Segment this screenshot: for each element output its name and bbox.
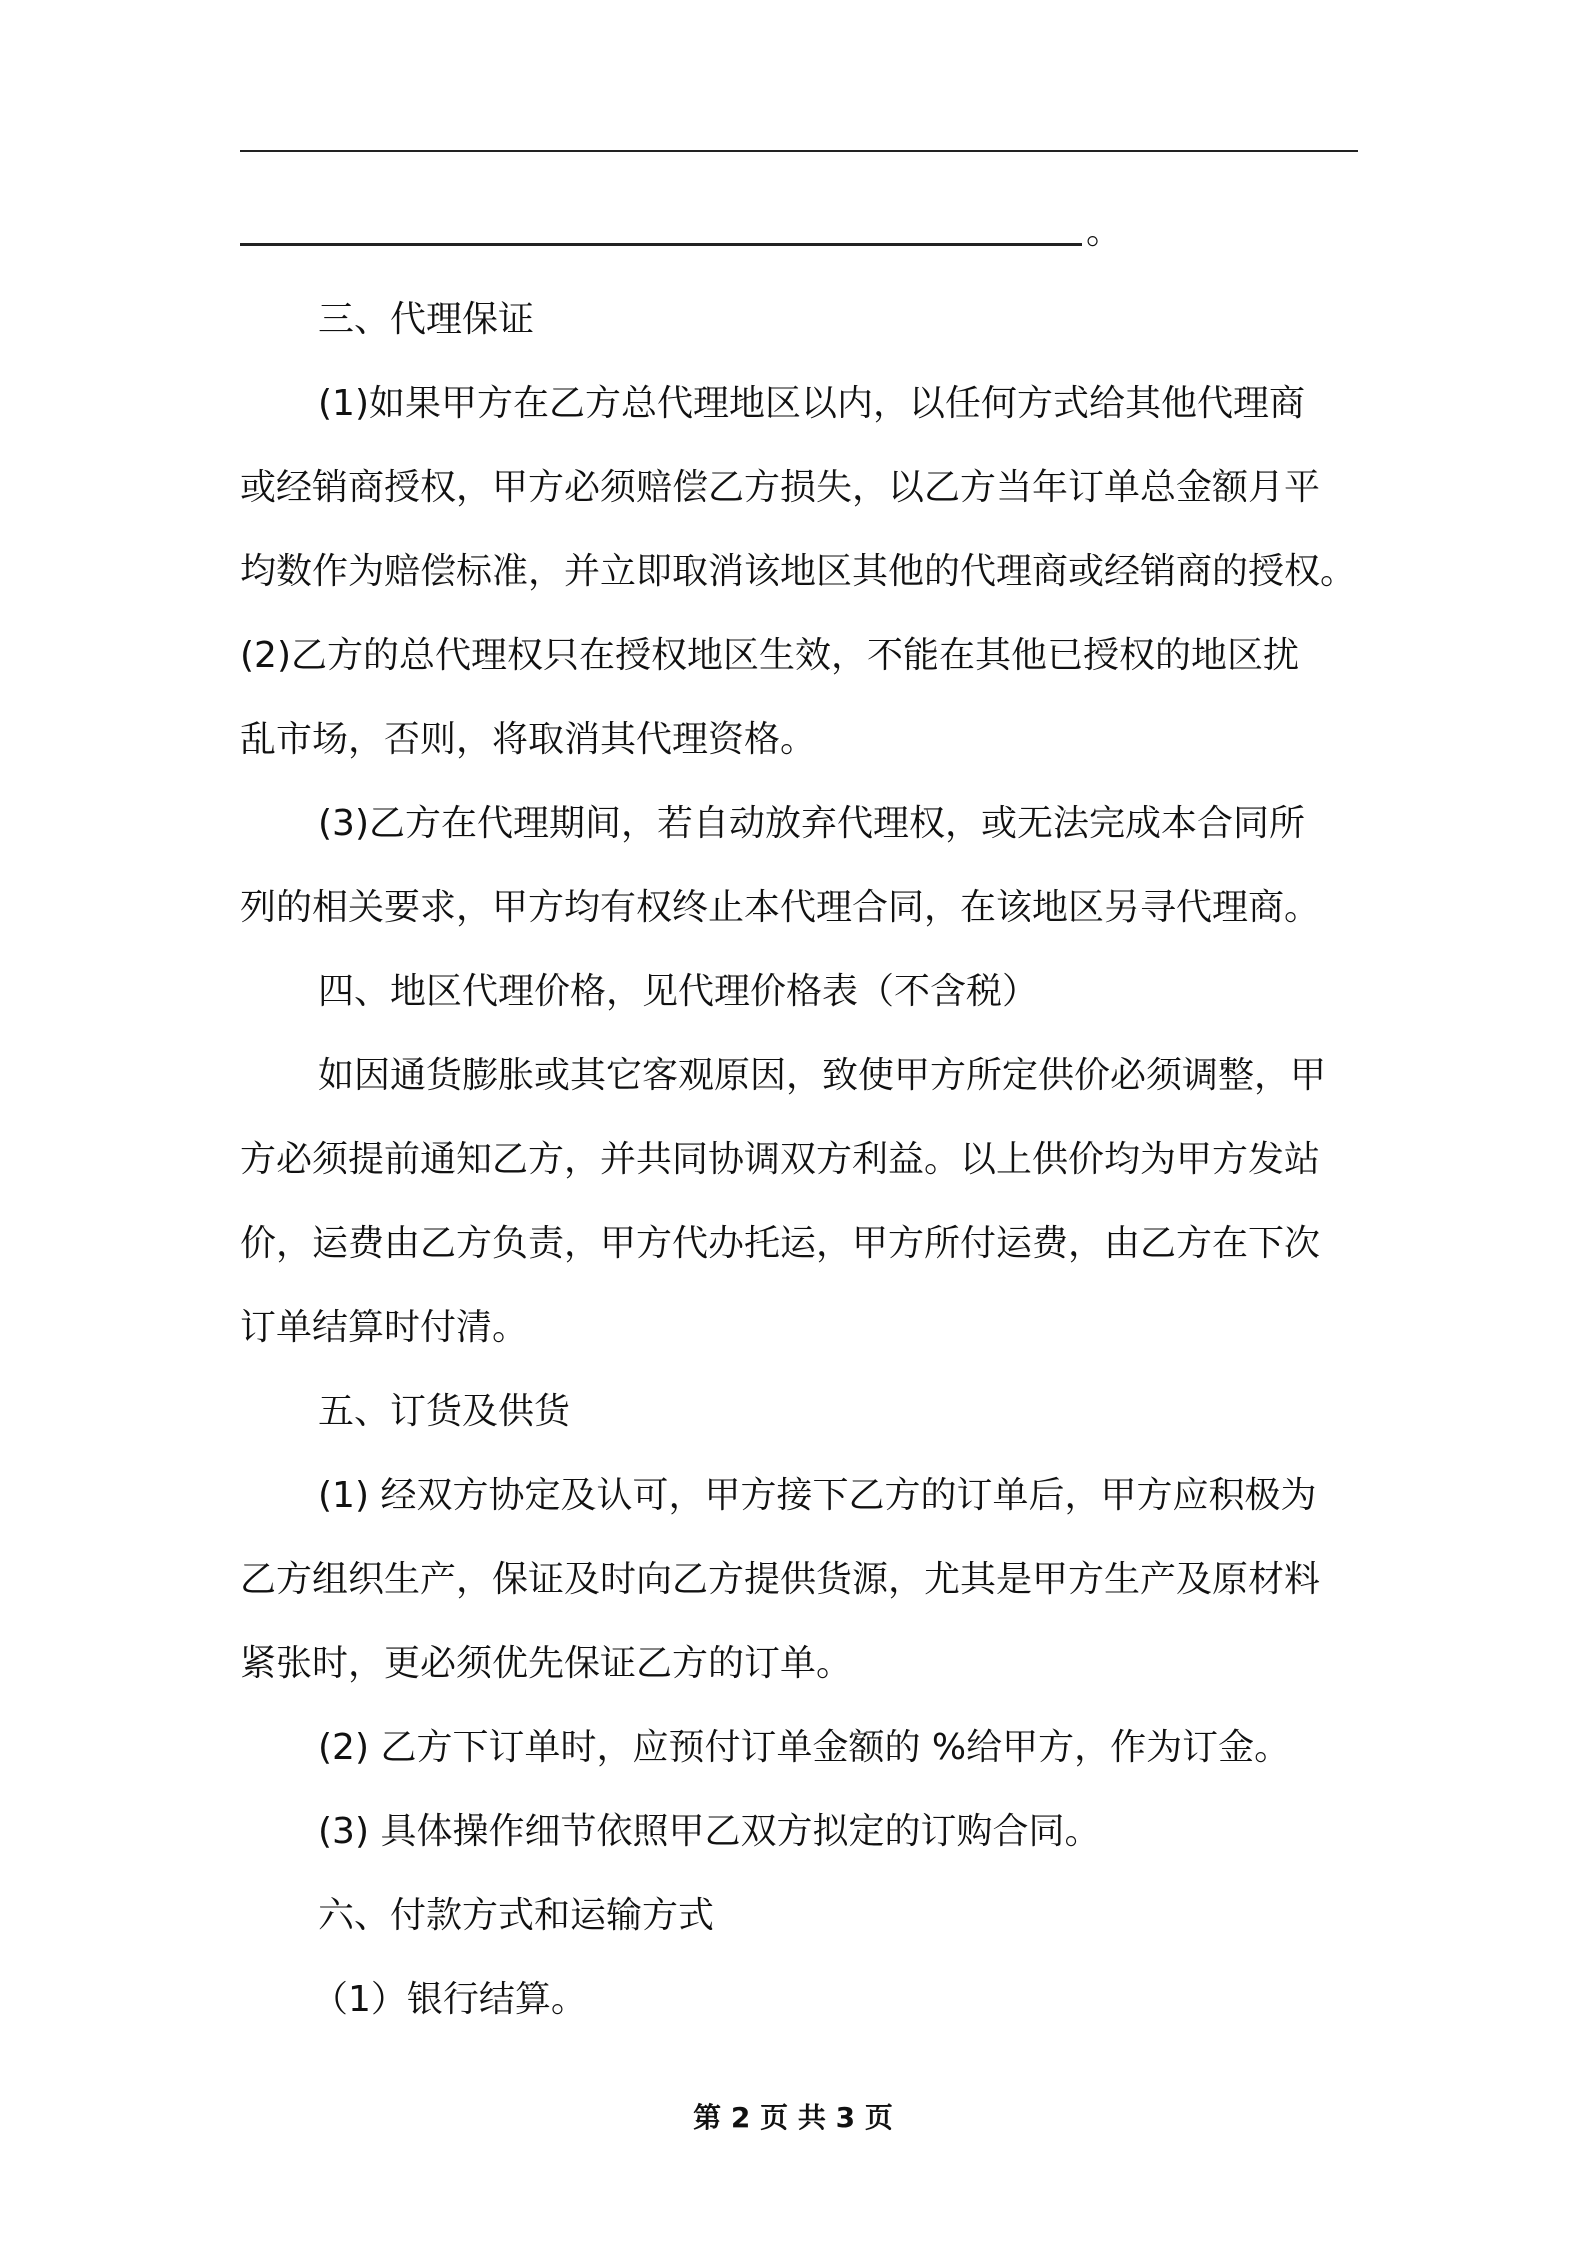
top-rule [240, 150, 1358, 152]
fill-in-blank-line [240, 200, 1122, 256]
document-line: 六、付款方式和运输方式 [318, 1895, 715, 1936]
blank-line-period: 。 [1086, 211, 1123, 252]
document-line: 四、地区代理价格，见代理价格表（不含税） [318, 971, 1039, 1012]
document-line: 五、订货及供货 [318, 1391, 571, 1432]
document-line: 乱市场，否则，将取消其代理资格。 [240, 719, 817, 760]
document-line: 或经销商授权，甲方必须赔偿乙方损失，以乙方当年订单总金额月平 [240, 467, 1321, 508]
page-footer: 第 2 页 共 3 页 [693, 2101, 893, 2134]
document-line: 价，运费由乙方负责，甲方代办托运，甲方所付运费，由乙方在下次 [240, 1223, 1321, 1264]
document-line: 紧张时，更必须优先保证乙方的订单。 [240, 1643, 853, 1684]
document-line: (1) 经双方协定及认可，甲方接下乙方的订单后，甲方应积极为 [318, 1475, 1317, 1516]
document-line: 订单结算时付清。 [240, 1307, 529, 1348]
document-line: 三、代理保证 [318, 299, 535, 340]
document-line: 均数作为赔偿标准，并立即取消该地区其他的代理商或经销商的授权。 [240, 551, 1357, 592]
document-line: (2)乙方的总代理权只在授权地区生效，不能在其他已授权的地区扰 [240, 635, 1299, 676]
document-body [240, 278, 1370, 2042]
document-line: 列的相关要求，甲方均有权终止本代理合同，在该地区另寻代理商。 [240, 887, 1321, 928]
document-line: 如因通货膨胀或其它客观原因，致使甲方所定供价必须调整，甲 [318, 1055, 1327, 1096]
document-line: （1）银行结算。 [312, 1979, 587, 2020]
document-line: 乙方组织生产，保证及时向乙方提供货源，尤其是甲方生产及原材料 [240, 1559, 1321, 1600]
document-line: (3) 具体操作细节依照甲乙双方拟定的订购合同。 [318, 1811, 1101, 1852]
document-line: (3)乙方在代理期间，若自动放弃代理权，或无法完成本合同所 [318, 803, 1305, 844]
document-line: (2) 乙方下订单时，应预付订单金额的 %给甲方，作为订金。 [318, 1727, 1291, 1768]
blank-underline [240, 243, 1082, 246]
document-line: 方必须提前通知乙方，并共同协调双方利益。以上供价均为甲方发站 [240, 1139, 1321, 1180]
document-line: (1)如果甲方在乙方总代理地区以内，以任何方式给其他代理商 [318, 383, 1305, 424]
